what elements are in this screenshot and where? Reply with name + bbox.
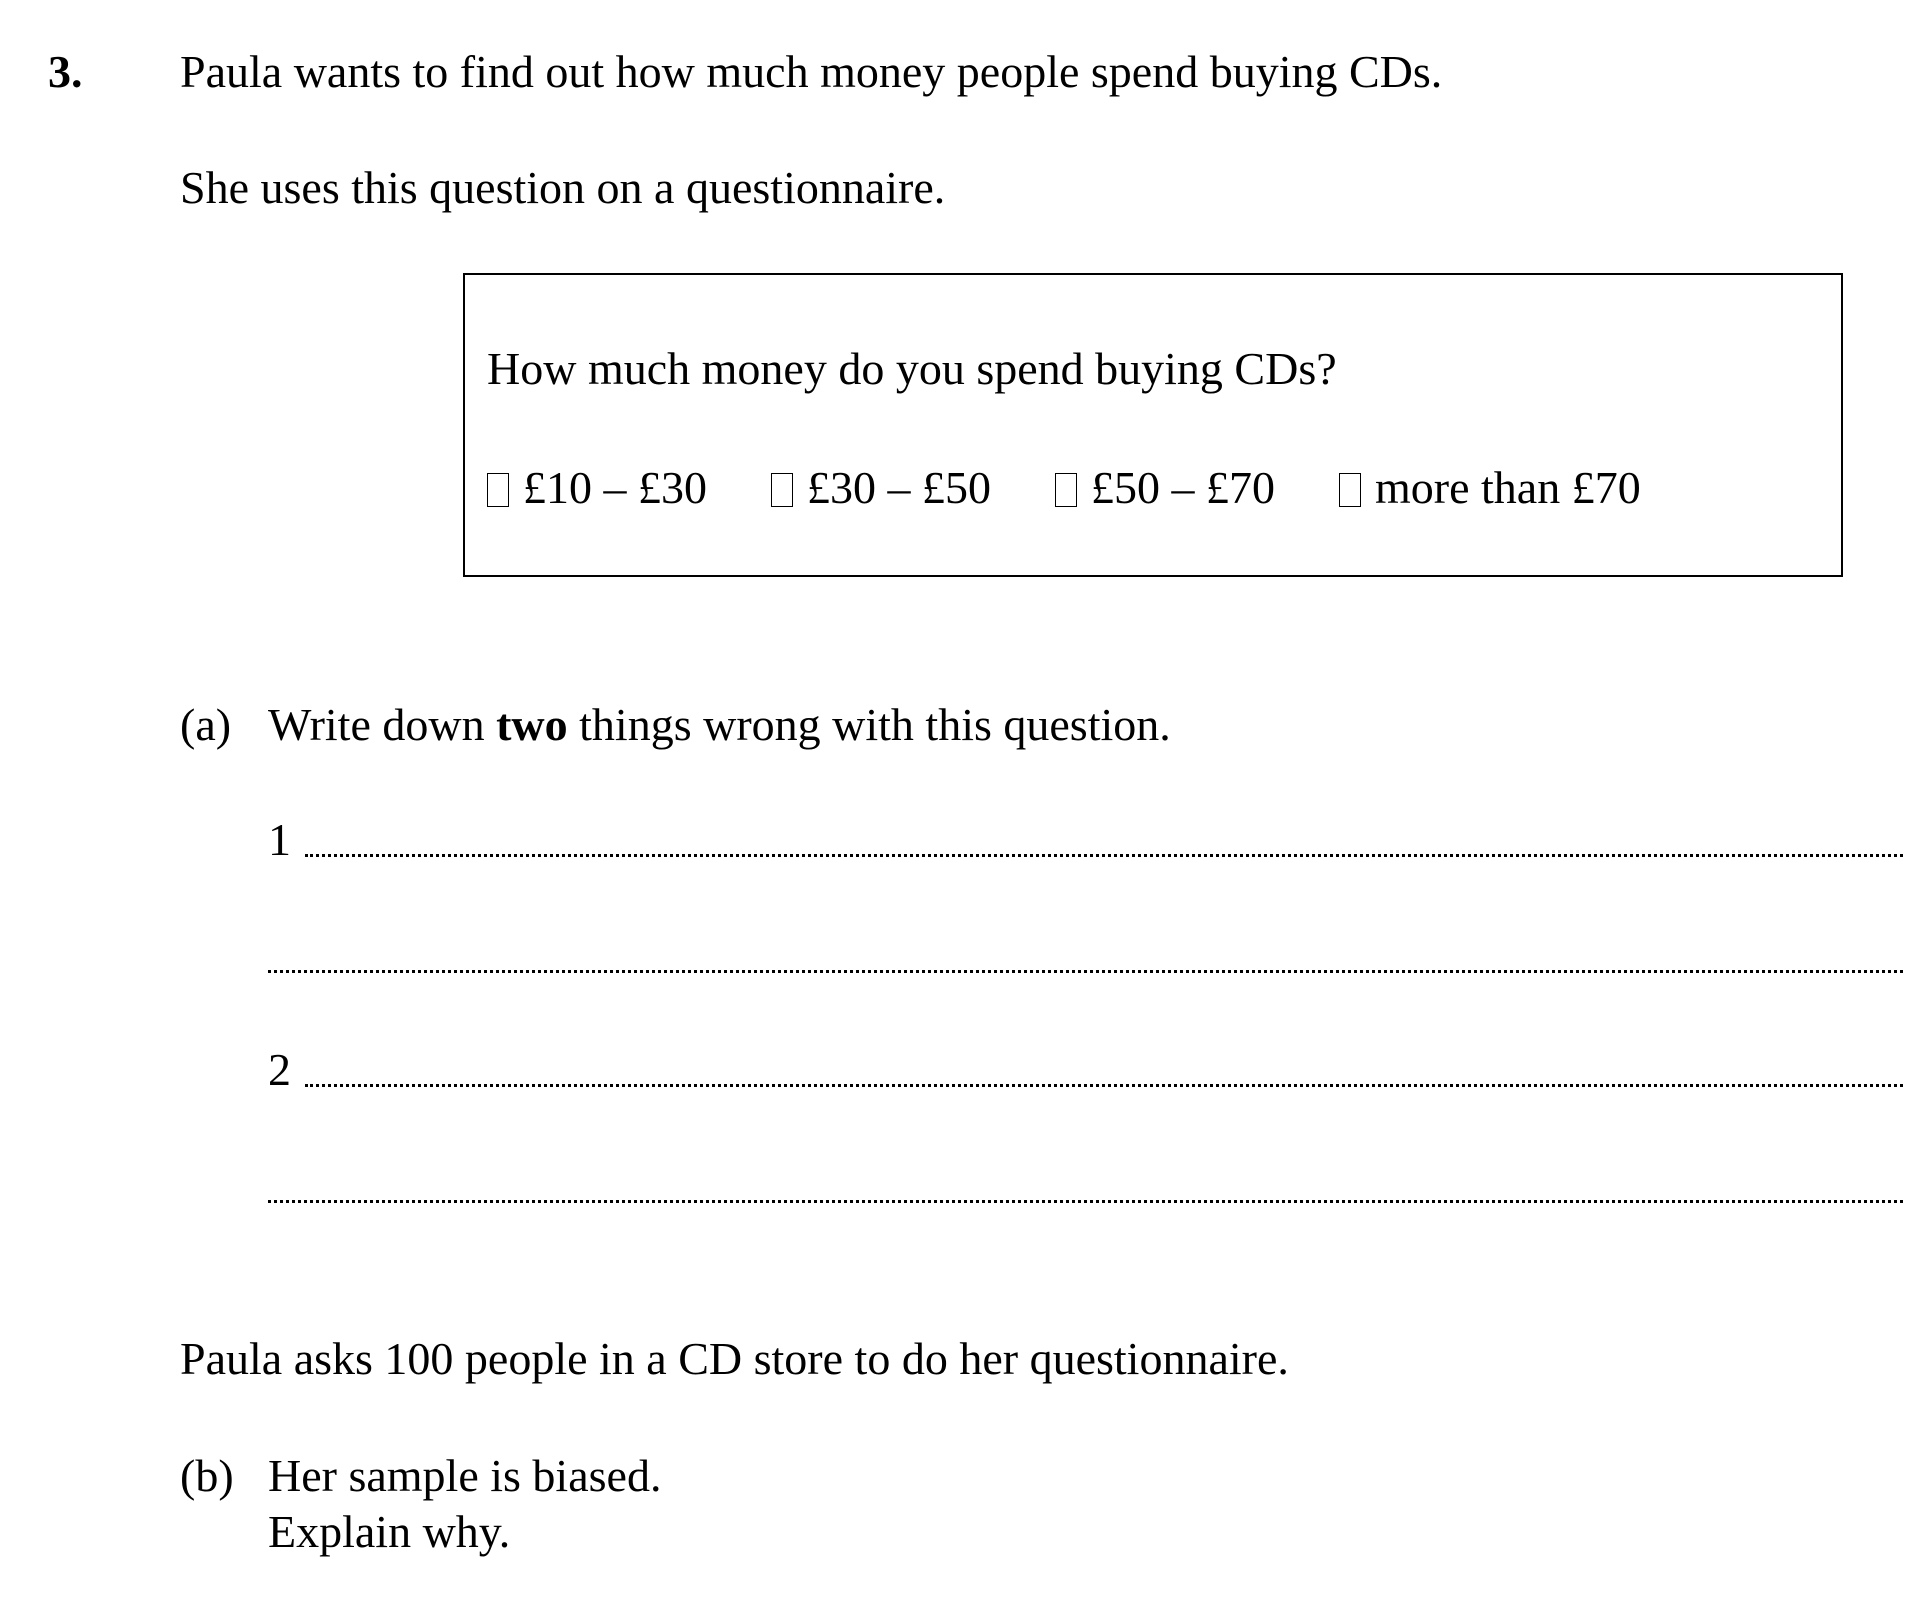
checkbox-icon[interactable] xyxy=(487,473,509,507)
option-label: £30 – £50 xyxy=(807,462,991,513)
questionnaire-box xyxy=(463,273,1843,577)
part-b-statement: Her sample is biased. xyxy=(268,1450,662,1501)
option-label: £50 – £70 xyxy=(1091,462,1275,513)
answer-1-line[interactable] xyxy=(305,854,1903,857)
checkbox-icon[interactable] xyxy=(1055,473,1077,507)
answer-1-number: 1 xyxy=(268,814,291,865)
response-option[interactable] xyxy=(1055,460,1275,516)
questionnaire-question: How much money do you spend buying CDs? xyxy=(487,343,1337,394)
part-a-text-after: things wrong with this question. xyxy=(567,699,1171,750)
answer-2-continuation-line[interactable] xyxy=(268,1200,1903,1203)
checkbox-icon[interactable] xyxy=(1339,473,1361,507)
answer-1-continuation-line[interactable] xyxy=(268,970,1903,973)
response-option[interactable] xyxy=(487,460,707,516)
option-label: £10 – £30 xyxy=(523,462,707,513)
response-option[interactable] xyxy=(1339,460,1641,516)
option-label: more than £70 xyxy=(1375,462,1641,513)
part-a-instruction xyxy=(268,697,1171,753)
part-a-text-before: Write down xyxy=(268,699,497,750)
answer-2-number: 2 xyxy=(268,1044,291,1095)
response-option[interactable] xyxy=(771,460,991,516)
intro-text-1: Paula wants to find out how much money people spend buying CDs. xyxy=(180,46,1443,97)
intro-text-2: She uses this question on a questionnaire. xyxy=(180,162,946,213)
part-b-instruction: Explain why. xyxy=(268,1506,511,1557)
question-number: 3. xyxy=(48,46,83,97)
answer-2-line[interactable] xyxy=(305,1084,1903,1087)
part-b-label: (b) xyxy=(180,1450,234,1501)
checkbox-icon[interactable] xyxy=(771,473,793,507)
part-a-label: (a) xyxy=(180,699,232,750)
response-options xyxy=(487,460,1641,516)
part-a-text-bold: two xyxy=(496,699,568,750)
part-b-context: Paula asks 100 people in a CD store to do her questionnaire. xyxy=(180,1333,1289,1384)
